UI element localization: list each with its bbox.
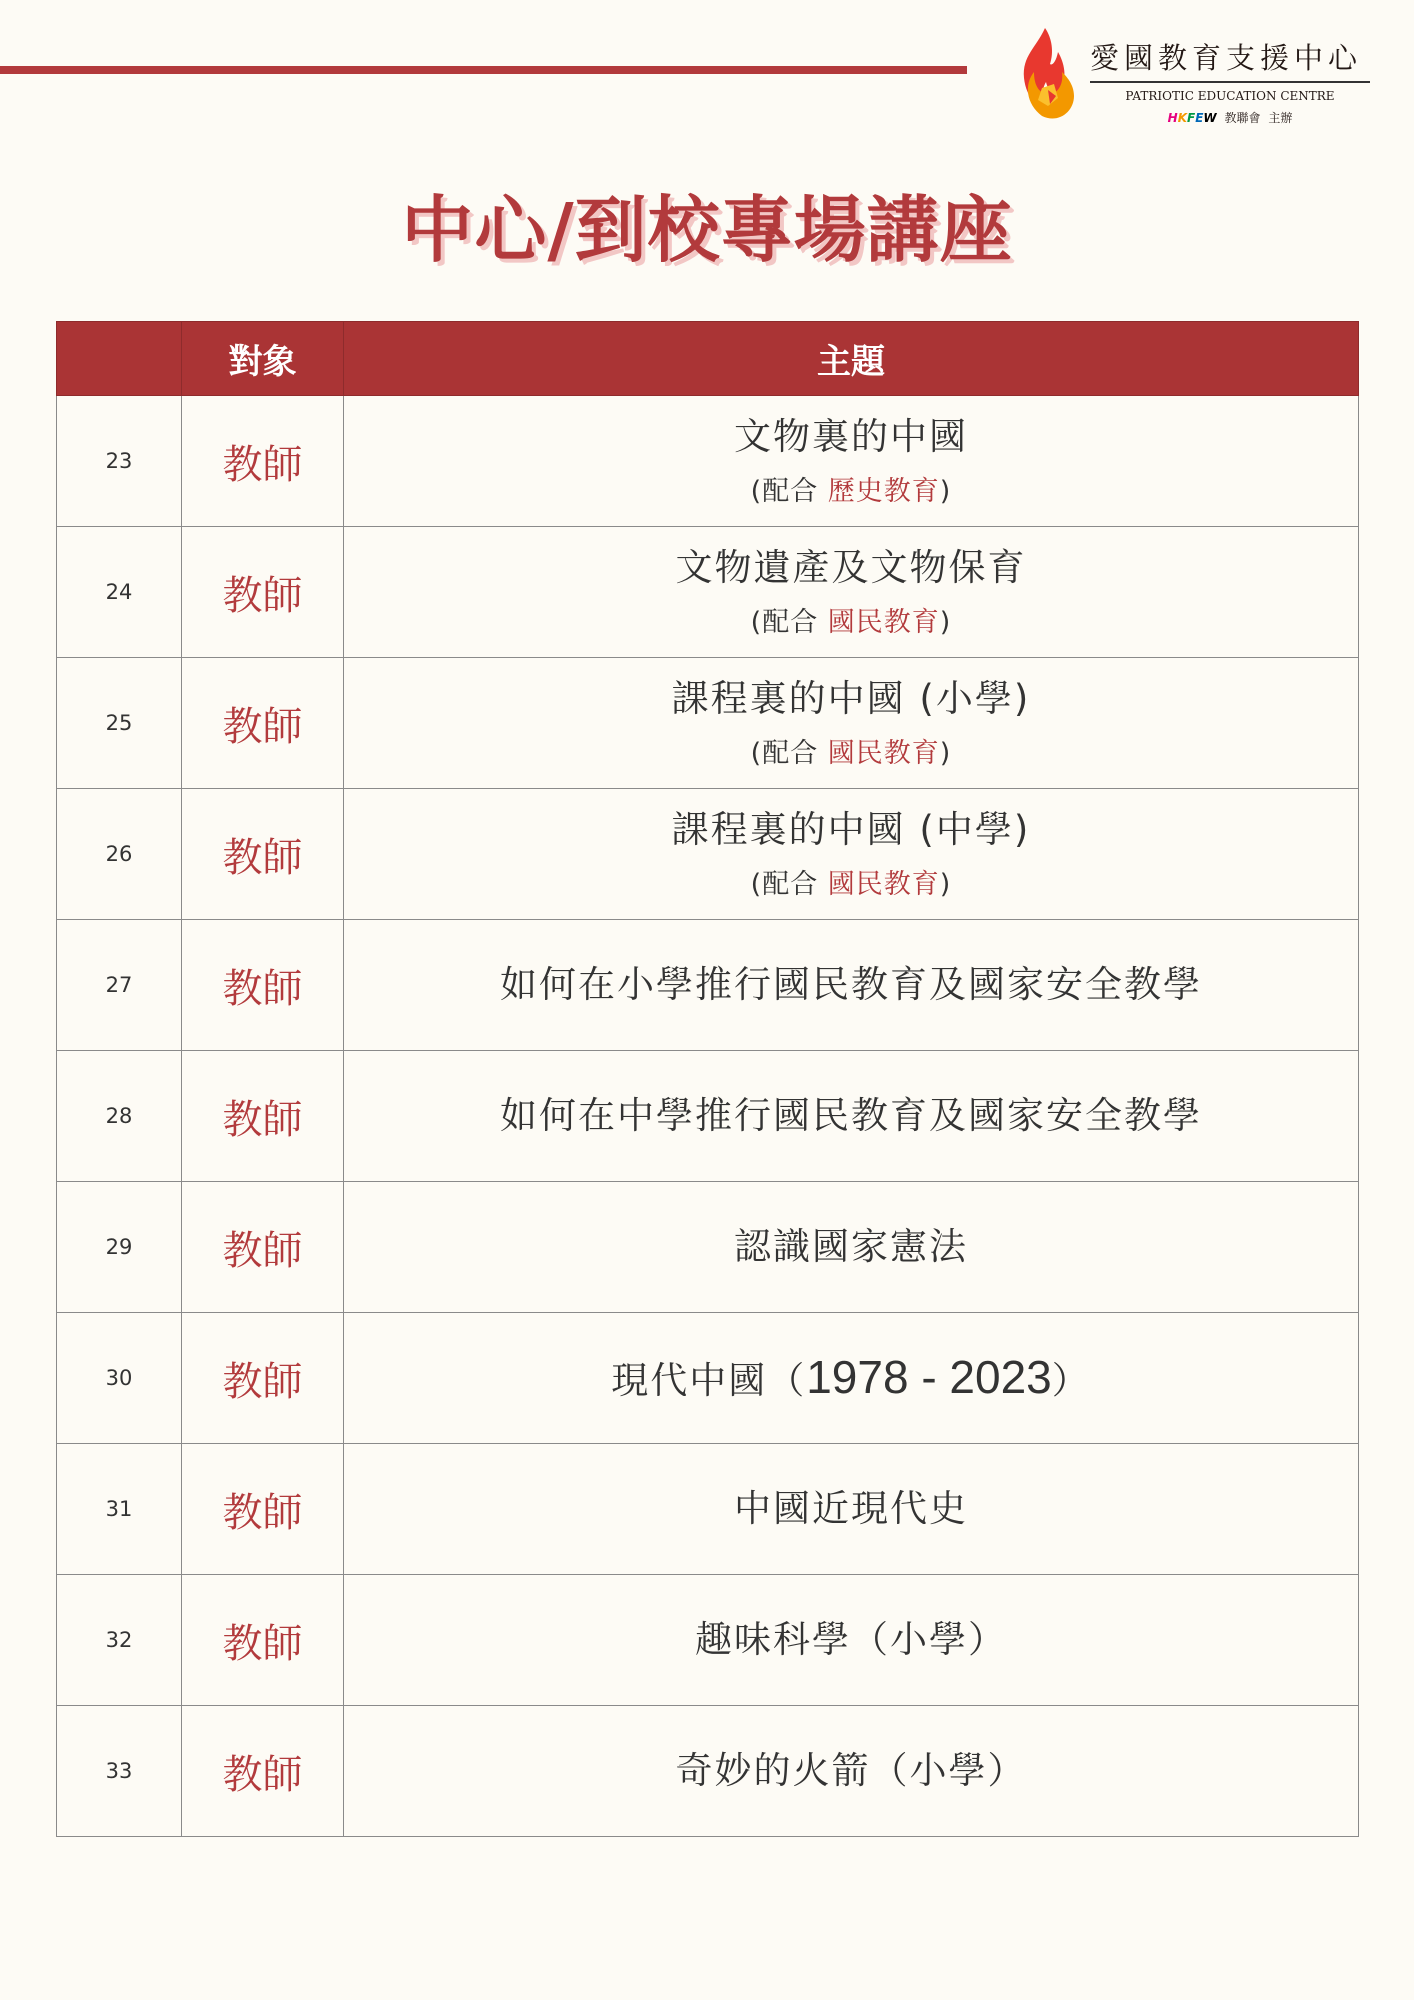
row-topic: [344, 1349, 1358, 1407]
note-prefix: (配合: [750, 868, 828, 900]
row-topic: 文物裏的中國: [734, 415, 968, 459]
note-suffix: ): [939, 868, 952, 900]
lecture-table: [56, 321, 1359, 1837]
row-number: 25: [57, 658, 182, 789]
logo-organiser: [1090, 109, 1370, 126]
lecture-table-container: [56, 321, 1358, 1837]
row-topic: 中國近現代史: [734, 1486, 968, 1530]
table-row: [57, 1313, 1359, 1444]
table-row: [57, 920, 1359, 1051]
row-topic: 課程裏的中國 (小學): [671, 677, 1031, 721]
note-subject: 國民教育: [827, 868, 940, 900]
note-prefix: (配合: [750, 737, 828, 769]
table-row: [57, 789, 1359, 920]
row-number: 24: [57, 527, 182, 658]
row-topic-cell: [344, 920, 1359, 1051]
row-topic: 如何在中學推行國民教育及國家安全教學: [500, 1093, 1202, 1137]
row-topic-cell: [344, 789, 1359, 920]
flame-icon: [1012, 26, 1078, 124]
row-number: 31: [57, 1444, 182, 1575]
hkfew-mark: HKFEW: [1167, 111, 1217, 125]
header-number: [57, 322, 182, 396]
row-audience: 教師: [182, 1575, 344, 1706]
table-header-row: [57, 322, 1359, 396]
row-topic-cell: [344, 1313, 1359, 1444]
row-topic-cell: [344, 1051, 1359, 1182]
row-audience: 教師: [182, 1313, 344, 1444]
row-topic-note: [344, 469, 1358, 508]
note-subject: 國民教育: [827, 606, 940, 638]
row-number: 23: [57, 396, 182, 527]
row-topic-cell: [344, 1706, 1359, 1837]
patriotic-education-centre-logo: [1012, 26, 1382, 131]
note-suffix: ): [939, 475, 952, 507]
logo-host: 主辦: [1268, 111, 1293, 125]
table-row: [57, 1051, 1359, 1182]
table-row: [57, 1444, 1359, 1575]
row-topic-cell: [344, 1182, 1359, 1313]
header-topic: 主題: [344, 322, 1359, 396]
table-row: [57, 658, 1359, 789]
page-title: 中心/到校專場講座: [401, 188, 1013, 272]
table-row: [57, 396, 1359, 527]
row-audience: 教師: [182, 920, 344, 1051]
topic-suffix: ）: [1051, 1359, 1091, 1403]
row-number: 29: [57, 1182, 182, 1313]
row-audience: 教師: [182, 1706, 344, 1837]
logo-name-en: PATRIOTIC EDUCATION CENTRE: [1125, 89, 1335, 103]
row-topic-cell: [344, 396, 1359, 527]
row-topic-note: [344, 600, 1358, 639]
row-topic-cell: [344, 527, 1359, 658]
row-topic-cell: [344, 658, 1359, 789]
header-audience: 對象: [182, 322, 344, 396]
logo-name-cn: 愛國教育支援中心: [1090, 36, 1370, 83]
note-prefix: (配合: [750, 606, 828, 638]
row-audience: 教師: [182, 658, 344, 789]
row-number: 30: [57, 1313, 182, 1444]
row-topic: 課程裏的中國 (中學): [671, 808, 1031, 852]
note-prefix: (配合: [750, 475, 828, 507]
row-number: 27: [57, 920, 182, 1051]
row-audience: 教師: [182, 789, 344, 920]
row-audience: 教師: [182, 1444, 344, 1575]
table-row: [57, 1575, 1359, 1706]
row-topic: 認識國家憲法: [734, 1224, 968, 1268]
table-row: [57, 1182, 1359, 1313]
row-audience: 教師: [182, 1051, 344, 1182]
topic-prefix: 現代中國（: [611, 1359, 807, 1403]
row-topic-note: [344, 731, 1358, 770]
row-topic-note: [344, 862, 1358, 901]
row-topic: 奇妙的火箭（小學）: [675, 1748, 1027, 1792]
row-topic-cell: [344, 1444, 1359, 1575]
row-audience: 教師: [182, 527, 344, 658]
row-topic: 趣味科學（小學）: [695, 1617, 1007, 1661]
table-row: [57, 527, 1359, 658]
row-number: 26: [57, 789, 182, 920]
row-audience: 教師: [182, 1182, 344, 1313]
row-number: 32: [57, 1575, 182, 1706]
table-row: [57, 1706, 1359, 1837]
header-rule: [0, 66, 967, 74]
topic-years: 1978 - 2023: [806, 1351, 1052, 1404]
row-number: 33: [57, 1706, 182, 1837]
logo-org-cn: 教聯會: [1224, 111, 1261, 125]
note-subject: 歷史教育: [827, 475, 940, 507]
row-topic: 文物遺產及文物保育: [675, 546, 1027, 590]
row-number: 28: [57, 1051, 182, 1182]
note-suffix: ): [939, 606, 952, 638]
note-suffix: ): [939, 737, 952, 769]
row-topic-cell: [344, 1575, 1359, 1706]
row-topic: 如何在小學推行國民教育及國家安全教學: [500, 962, 1202, 1006]
note-subject: 國民教育: [827, 737, 940, 769]
row-audience: 教師: [182, 396, 344, 527]
